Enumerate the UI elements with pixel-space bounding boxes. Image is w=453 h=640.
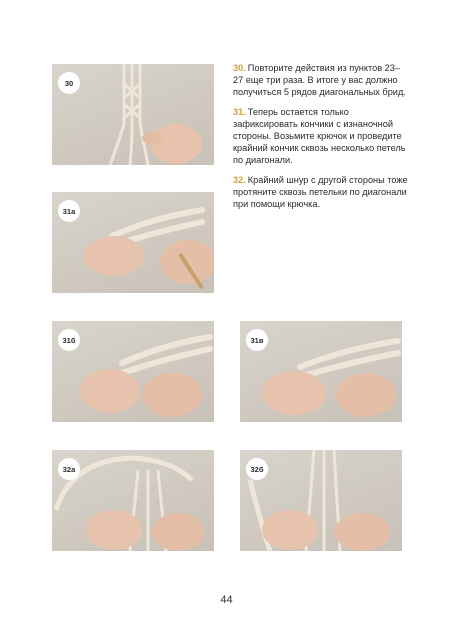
step-number: 30. [233,63,246,73]
photo-step-31a [52,192,214,293]
instruction-steps [233,62,408,217]
instruction-step-32 [233,174,408,211]
step-text: Теперь остается только зафиксировать кончики с изнаночной стороны. Возьмите крючок и проведите крайний кончик сквозь несколько петель по диагонали. [233,106,406,166]
photo-label-badge: 32б [246,458,268,480]
step-number: 31. [233,106,246,117]
instruction-step-31 [233,106,408,167]
photo-step-30 [52,64,214,165]
photo-step-32b [240,450,402,551]
photo-step-32a [52,450,214,551]
step-number: 32. [233,174,246,185]
step-text: Повторите действия из пунктов 23–27 еще три раза. В итоге у вас должно получиться 5 рядов диагональных брид. [233,63,406,98]
photo-label-badge: 31в [246,329,268,351]
instruction-step-30 [233,62,408,99]
photo-label-badge: 31а [58,200,80,222]
photo-label-badge: 32а [58,458,80,480]
photo-label-badge: 30 [58,72,80,94]
photo-step-31b [52,321,214,422]
photo-label-badge: 31б [58,329,80,351]
step-text: Крайний шнур с другой стороны тоже протяните сквозь петельки по диагонали при помощи крючка. [233,174,408,210]
page-number: 44 [220,594,233,606]
photo-step-31v [240,321,402,422]
